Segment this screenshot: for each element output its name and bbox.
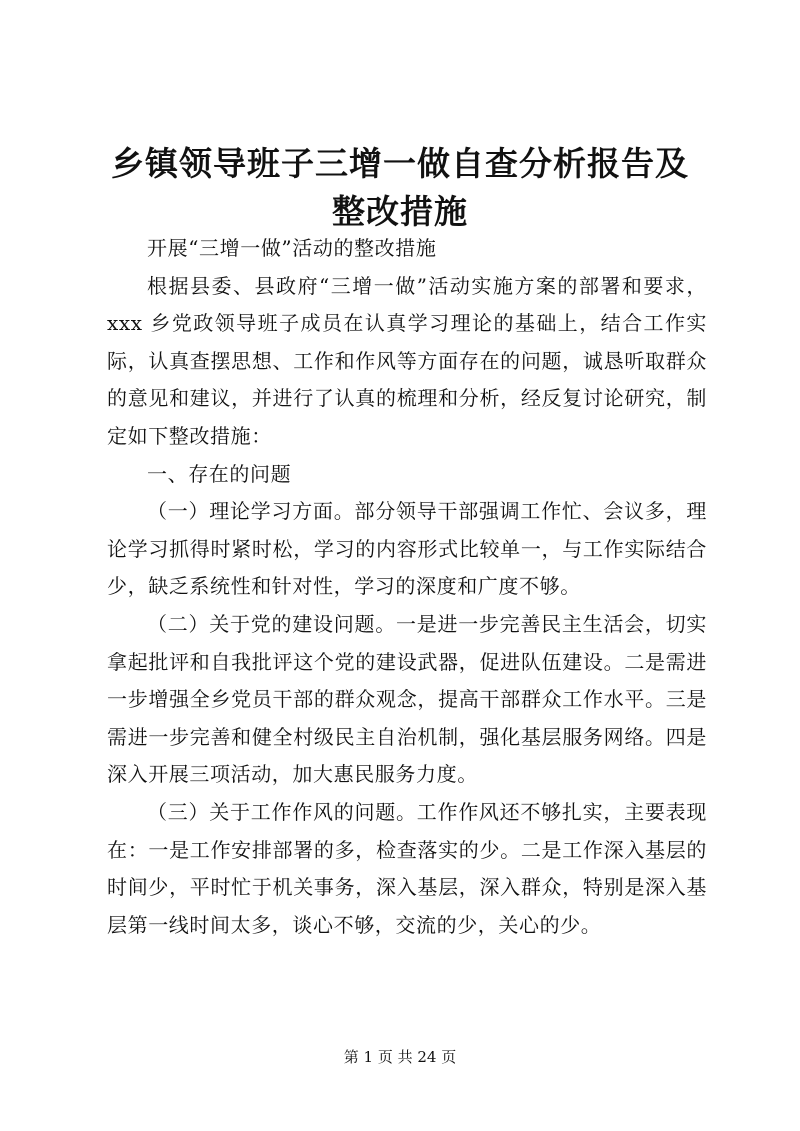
page-number-footer: 第 1 页 共 24 页 bbox=[343, 1048, 457, 1066]
section-heading-problems: 一、存在的问题 bbox=[147, 461, 292, 486]
paragraph-subtitle: 开展“三增一做”活动的整改措施 bbox=[147, 236, 437, 260]
paragraph-work-style: （三）关于工作作风的问题。工作作风还不够扎实，主要表现在：一是工作安排部署的多，检查落实的少。二是工作深入基层的时间少，平时忙于机关事务，深入基层，深入群众，特别是深入基层第一线时间太多，谈心不够，交流的少，关心的少。 bbox=[107, 799, 707, 937]
paragraph-intro: 根据县委、县政府“三增一做”活动实施方案的部署和要求，xxx 乡党政领导班子成员在认真学习理论的基础上，结合工作实际，认真查摆思想、工作和作风等方面存在的问题，诚恳听取群众的意见和建议，并进行了认真的梳理和分析，经反复讨论研究，制定如下整改措施： bbox=[107, 273, 707, 448]
paragraph-party-building: （二）关于党的建设问题。一是进一步完善民主生活会，切实拿起批评和自我批评这个党的建设武器，促进队伍建设。二是需进一步增强全乡党员干部的群众观念，提高干部群众工作水平。三是需进一步完善和健全村级民主自治机制，强化基层服务网络。四是深入开展三项活动，加大惠民服务力度。 bbox=[107, 611, 707, 787]
paragraph-theory-study: （一）理论学习方面。部分领导干部强调工作忙、会议多，理论学习抓得时紧时松，学习的内容形式比较单一，与工作实际结合少，缺乏系统性和针对性，学习的深度和广度不够。 bbox=[107, 499, 707, 599]
document-title: 乡镇领导班子三增一做自查分析报告及整改措施 bbox=[111, 144, 689, 231]
document-body bbox=[107, 230, 707, 944]
